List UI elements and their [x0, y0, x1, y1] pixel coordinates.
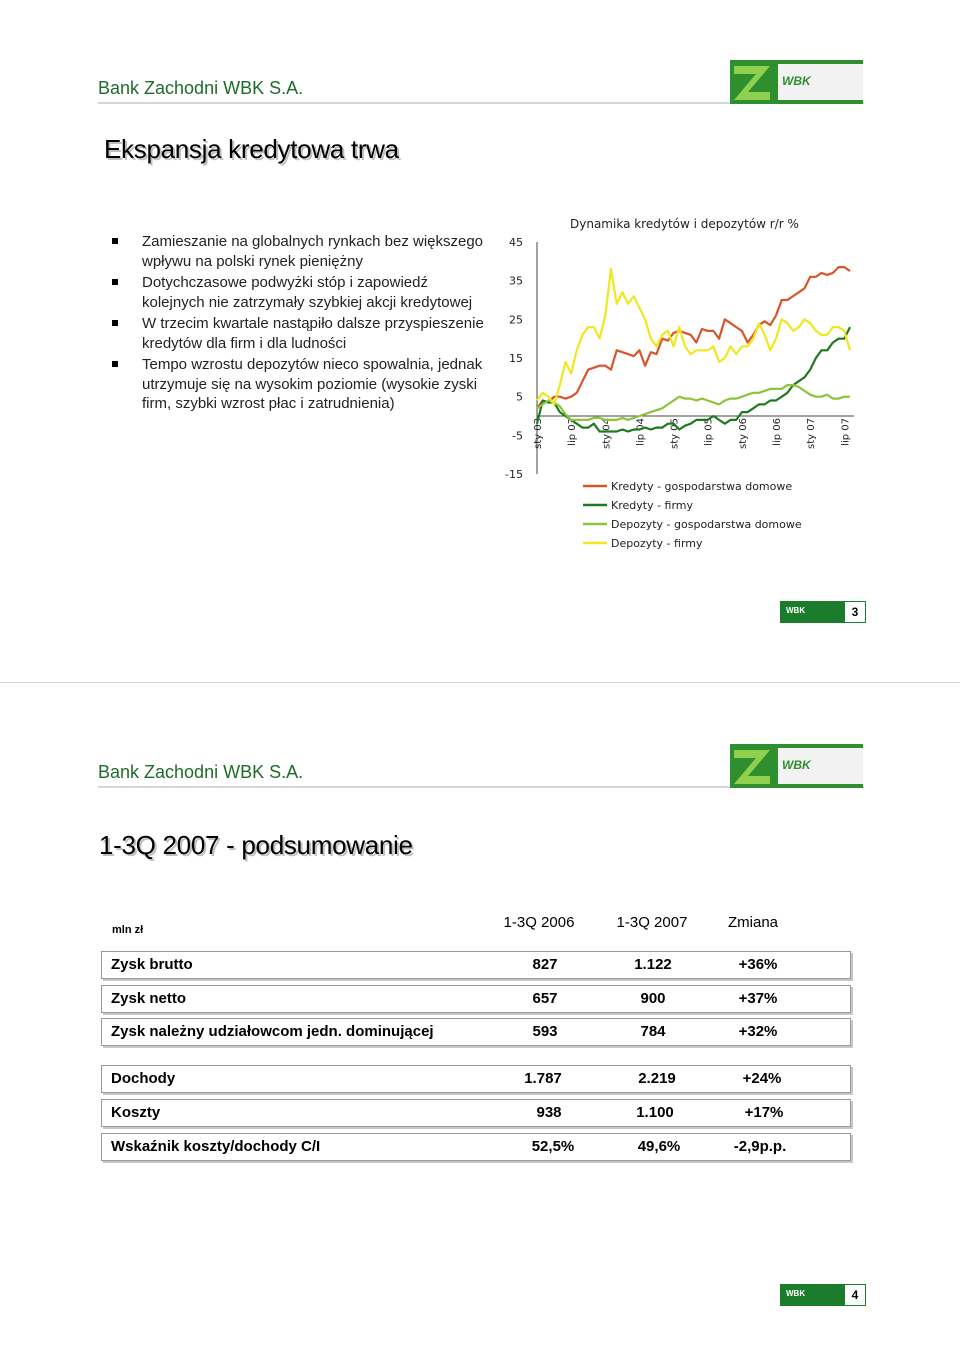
- cell-2007: 1.100: [636, 1104, 674, 1121]
- row-label: Zysk brutto: [111, 956, 193, 973]
- cell-2007: 1.122: [634, 956, 672, 973]
- x-tick-label: lip 05: [703, 418, 715, 446]
- row-label: Wskaźnik koszty/dochody C/I: [111, 1138, 321, 1155]
- table-row: [101, 1018, 851, 1046]
- legend-label: Depozyty - gospodarstwa domowe: [611, 518, 802, 531]
- y-tick-label: 45: [509, 236, 523, 249]
- bzwbk-logo-icon: [730, 60, 863, 104]
- cell-change: +32%: [738, 1023, 778, 1040]
- col-header-change: Zmiana: [727, 914, 779, 931]
- y-tick-label: 35: [509, 274, 523, 288]
- bullet-item: Dotychczasowe podwyżki stóp i zapowiedź kolejnych nie zatrzymały szybkiej akcji kredytowej: [110, 273, 490, 312]
- slide-title: 1-3Q 2007 - podsumowanie: [99, 830, 413, 860]
- row-label: Zysk netto: [111, 990, 187, 1007]
- cell-2007: 784: [640, 1023, 666, 1040]
- row-label: Koszty: [111, 1104, 161, 1121]
- credit-deposit-chart: [495, 210, 865, 570]
- legend-label: Kredyty - firmy: [611, 499, 694, 512]
- x-tick-label: sty 05: [669, 418, 681, 449]
- series-line: [537, 267, 850, 408]
- badge-logo: [780, 601, 844, 623]
- badge-logo-text: WBK: [786, 1289, 806, 1298]
- bullet-square-icon: [112, 238, 118, 244]
- bullet-item: W trzecim kwartale nastąpiło dalsze przyspieszenie kredytów dla firm i dla ludności: [110, 314, 490, 353]
- table-row: [101, 951, 851, 979]
- cell-change: +17%: [744, 1104, 784, 1121]
- bullet-list: [110, 232, 490, 416]
- table-row: [101, 1099, 851, 1127]
- legend-label: Depozyty - firmy: [611, 537, 703, 550]
- slide-title: Ekspansja kredytowa trwa: [104, 134, 399, 164]
- cell-change: +36%: [738, 956, 778, 973]
- bank-name: Bank Zachodni WBK S.A.: [98, 78, 304, 98]
- cell-2006: 938: [536, 1104, 562, 1121]
- slide-credit-expansion: [0, 0, 960, 683]
- x-tick-label: lip 06: [772, 418, 784, 446]
- y-tick-label: 25: [509, 313, 523, 327]
- table-row: [101, 985, 851, 1013]
- x-tick-label: sty 06: [737, 418, 749, 449]
- x-tick-label: lip 04: [635, 418, 647, 446]
- row-label: Dochody: [111, 1070, 176, 1087]
- table-row: [101, 1065, 851, 1093]
- cell-change: -2,9p.p.: [733, 1138, 787, 1155]
- cell-2006: 52,5%: [531, 1138, 575, 1155]
- page-badge: [780, 1284, 864, 1306]
- bullet-square-icon: [112, 279, 118, 285]
- page-badge: [780, 601, 864, 623]
- x-tick-label: sty 04: [601, 418, 613, 449]
- logo-text: WBK: [782, 758, 811, 772]
- page-number: 4: [844, 1284, 866, 1306]
- cell-2006: 827: [532, 956, 558, 973]
- cell-change: +24%: [742, 1070, 782, 1087]
- table-row: [101, 1133, 851, 1161]
- series-line: [537, 385, 850, 420]
- cell-2006: 1.787: [524, 1070, 562, 1087]
- bzwbk-logo-icon: [730, 744, 863, 788]
- slide-divider: [0, 682, 960, 683]
- cell-2007: 900: [640, 990, 666, 1007]
- col-header-2006: 1-3Q 2006: [503, 914, 575, 931]
- y-tick-label: -5: [512, 429, 523, 443]
- y-tick-label: 15: [509, 352, 523, 365]
- x-tick-label: sty 07: [806, 418, 818, 449]
- x-tick-label: sty 03: [533, 418, 544, 449]
- cell-2006: 593: [532, 1023, 558, 1040]
- bullet-item: Zamieszanie na globalnych rynkach bez większego wpływu na polski rynek pieniężny: [110, 232, 490, 271]
- badge-logo: [780, 1284, 844, 1306]
- unit-label: mln zł: [112, 924, 144, 936]
- cell-2007: 49,6%: [637, 1138, 681, 1155]
- cell-change: +37%: [738, 990, 778, 1007]
- bullet-square-icon: [112, 361, 118, 367]
- legend-label: Kredyty - gospodarstwa domowe: [611, 480, 793, 493]
- badge-logo-text: WBK: [786, 606, 806, 615]
- y-tick-label: 5: [516, 390, 523, 404]
- x-tick-label: lip 07: [840, 418, 852, 446]
- logo-text: WBK: [782, 74, 811, 88]
- col-header-2007: 1-3Q 2007: [616, 914, 688, 931]
- page-number: 3: [844, 601, 866, 623]
- bullet-square-icon: [112, 320, 118, 326]
- row-label: Zysk należny udziałowcom jedn. dominującej: [111, 1023, 434, 1040]
- bank-name: Bank Zachodni WBK S.A.: [98, 762, 304, 782]
- cell-2006: 657: [532, 990, 558, 1007]
- bullet-item: Tempo wzrostu depozytów nieco spowalnia, jednak utrzymuje się na wysokim poziomie (wysokie zyski firm, szybki wzrost płac i zatrudnienia): [110, 355, 490, 414]
- cell-2007: 2.219: [638, 1070, 676, 1087]
- slide-summary: [0, 684, 960, 1367]
- x-tick-label: lip 03: [567, 418, 579, 446]
- y-tick-label: -15: [505, 468, 523, 481]
- chart-title: Dynamika kredytów i depozytów r/r %: [570, 217, 799, 231]
